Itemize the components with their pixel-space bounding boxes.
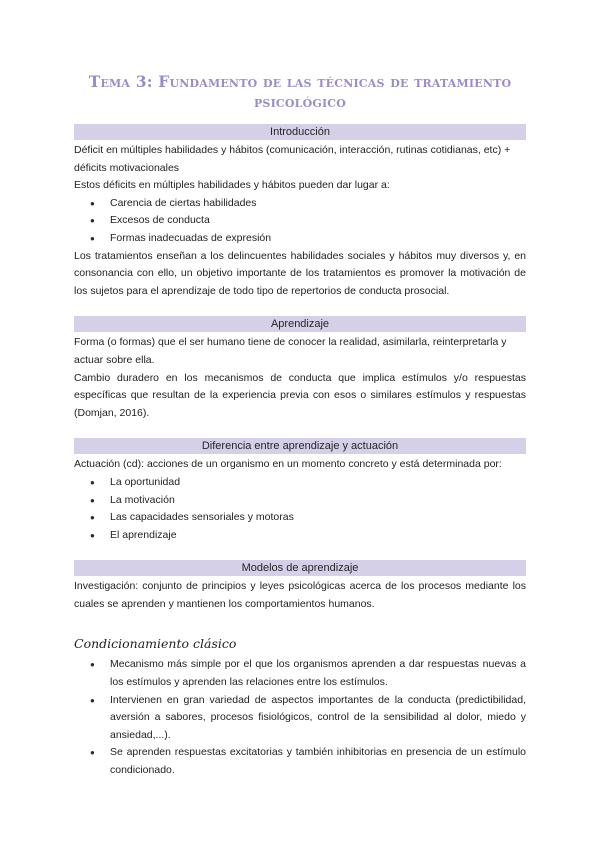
subheading-condicionamiento-clasico: Condicionamiento clásico <box>74 636 237 652</box>
list-item: ● La motivación <box>110 492 526 510</box>
list-item: ● Intervienen en gran variedad de aspectos importantes de la conducta (predictibilidad, aversión a sabores, procesos fisiológicos, control de la sensibilidad al dolor, miedo y ansiedad,...). <box>110 692 526 745</box>
section-header-introduccion: Introducción <box>74 124 526 140</box>
diferencia-bullet-list <box>74 474 526 544</box>
list-item: ● La oportunidad <box>110 474 526 492</box>
diferencia-paragraph-1: Actuación (cd): acciones de un organismo en un momento concreto y está determinada por: <box>74 458 502 471</box>
list-item: ● Formas inadecuadas de expresión <box>110 230 526 248</box>
document-title: Tema 3: Fundamento de las técnicas de tratamiento psicológico <box>88 72 512 111</box>
intro-bullet-list <box>74 195 526 248</box>
aprendizaje-paragraph-1: Forma (o formas) que el ser humano tiene de conocer la realidad, asimilarla, reinterpretarla y actuar sobre ella. <box>74 336 507 366</box>
section-header-diferencia: Diferencia entre aprendizaje y actuación <box>74 438 526 454</box>
list-item: ● Excesos de conducta <box>110 212 526 230</box>
modelos-paragraph-1: Investigación: conjunto de principios y leyes psicológicas acerca de los procesos mediante los cuales se aprenden y mantienen los comportamientos humanos. <box>74 580 526 610</box>
list-item: ● El aprendizaje <box>110 527 526 545</box>
list-item: ● Se aprenden respuestas excitatorias y también inhibitorias en presencia de un estímulo condicionado. <box>110 744 526 779</box>
list-item: ● Mecanismo más simple por el que los organismos aprenden a dar respuestas nuevas a los estímulos y aprenden las relaciones entre los estímulos. <box>110 656 526 691</box>
list-item: ● Carencia de ciertas habilidades <box>110 195 526 213</box>
intro-paragraph-2: Estos déficits en múltiples habilidades y hábitos pueden dar lugar a: <box>74 179 390 192</box>
aprendizaje-paragraph-2: Cambio duradero en los mecanismos de conducta que implica estímulos y/o respuestas específicas que resultan de la experiencia previa con esos o similares estímulos y respuestas (Domjan, 2016). <box>74 371 526 419</box>
list-item: ● Las capacidades sensoriales y motoras <box>110 509 526 527</box>
intro-paragraph-3: Los tratamientos enseñan a los delincuentes habilidades sociales y hábitos muy diversos y, en consonancia con ello, un objetivo importante de los tratamientos es promover la motivación de los sujetos para el aprendizaje de todo tipo de repertorios de conducta prosocial. <box>74 249 526 297</box>
section-header-modelos: Modelos de aprendizaje <box>74 560 526 576</box>
condicionamiento-bullet-list <box>74 656 526 779</box>
section-header-aprendizaje: Aprendizaje <box>74 316 526 332</box>
intro-paragraph-1: Déficit en múltiples habilidades y hábitos (comunicación, interacción, rutinas cotidianas, etc) + déficits motivacionales <box>74 144 511 174</box>
